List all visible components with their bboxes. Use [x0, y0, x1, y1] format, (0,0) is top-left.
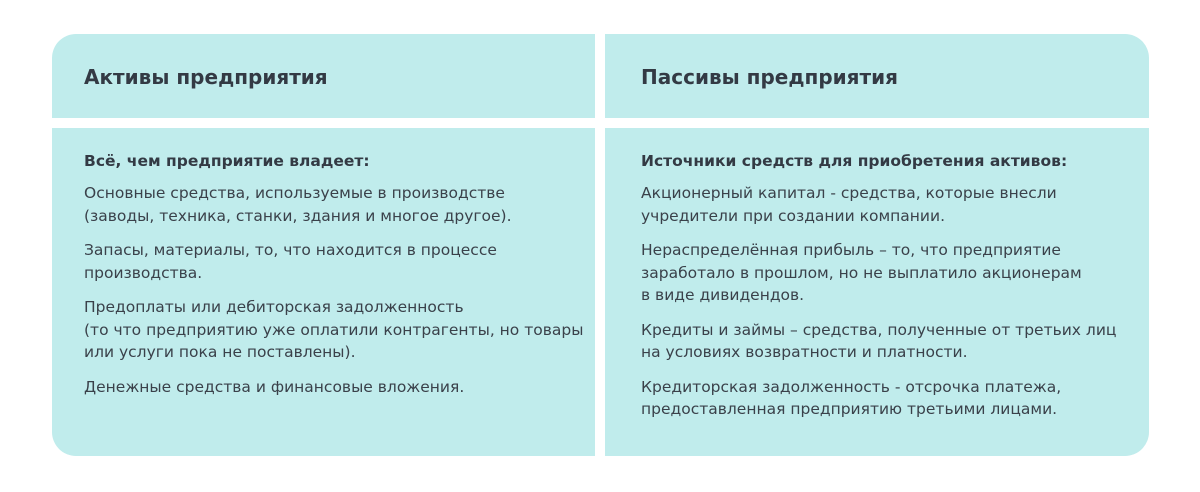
item-line: Денежные средства и финансовые вложения.	[84, 377, 465, 396]
assets-title: Активы предприятия	[84, 65, 328, 89]
assets-list	[84, 150, 585, 410]
assets-intro: Всё, чем предприятие владеет:	[84, 152, 370, 170]
liabilities-item-retained-earnings	[641, 239, 1139, 307]
liabilities-intro: Источники средств для приобретения активов:	[641, 152, 1068, 170]
assets-body-cell	[52, 128, 595, 456]
item-line: производства.	[84, 263, 203, 282]
item-line: заработало в прошлом, но не выплатило акционерам	[641, 263, 1082, 282]
item-line: Нераспределённая прибыль – то, что предприятие	[641, 241, 1061, 259]
item-line: Акционерный капитал - средства, которые внесли	[641, 184, 1057, 202]
assets-item-cash	[84, 376, 585, 399]
liabilities-item-loans	[641, 319, 1139, 364]
liabilities-item-equity	[641, 182, 1139, 227]
item-line: (заводы, техника, станки, здания и многое другое).	[84, 206, 512, 225]
item-line: предоставленная предприятию третьими лицами.	[641, 400, 1058, 418]
assets-item-inventory	[84, 239, 585, 284]
item-line: или услуги пока не поставлены).	[84, 343, 356, 361]
item-line: в виде дивидендов.	[641, 286, 805, 304]
liabilities-title: Пассивы предприятия	[641, 65, 898, 89]
liabilities-list	[641, 150, 1139, 433]
liabilities-body-cell	[605, 128, 1149, 456]
item-line: Запасы, материалы, то, что находится в процессе	[84, 241, 497, 259]
item-line: Кредиторская задолженность - отсрочка платежа,	[641, 377, 1062, 396]
assets-header-cell	[52, 34, 595, 118]
assets-item-fixed	[84, 182, 585, 227]
item-line: учредители при создании компании.	[641, 206, 945, 225]
assets-item-receivables	[84, 296, 585, 364]
item-line: Предоплаты или дебиторская задолженность	[84, 298, 464, 316]
liabilities-item-payables	[641, 376, 1139, 421]
liabilities-header-cell	[605, 34, 1149, 118]
item-line: Кредиты и займы – средства, полученные от третьих лиц	[641, 320, 1117, 339]
item-line: Основные средства, используемые в производстве	[84, 184, 505, 202]
item-line: на условиях возвратности и платности.	[641, 343, 968, 361]
item-line: (то что предприятию уже оплатили контрагенты, но товары	[84, 320, 584, 339]
